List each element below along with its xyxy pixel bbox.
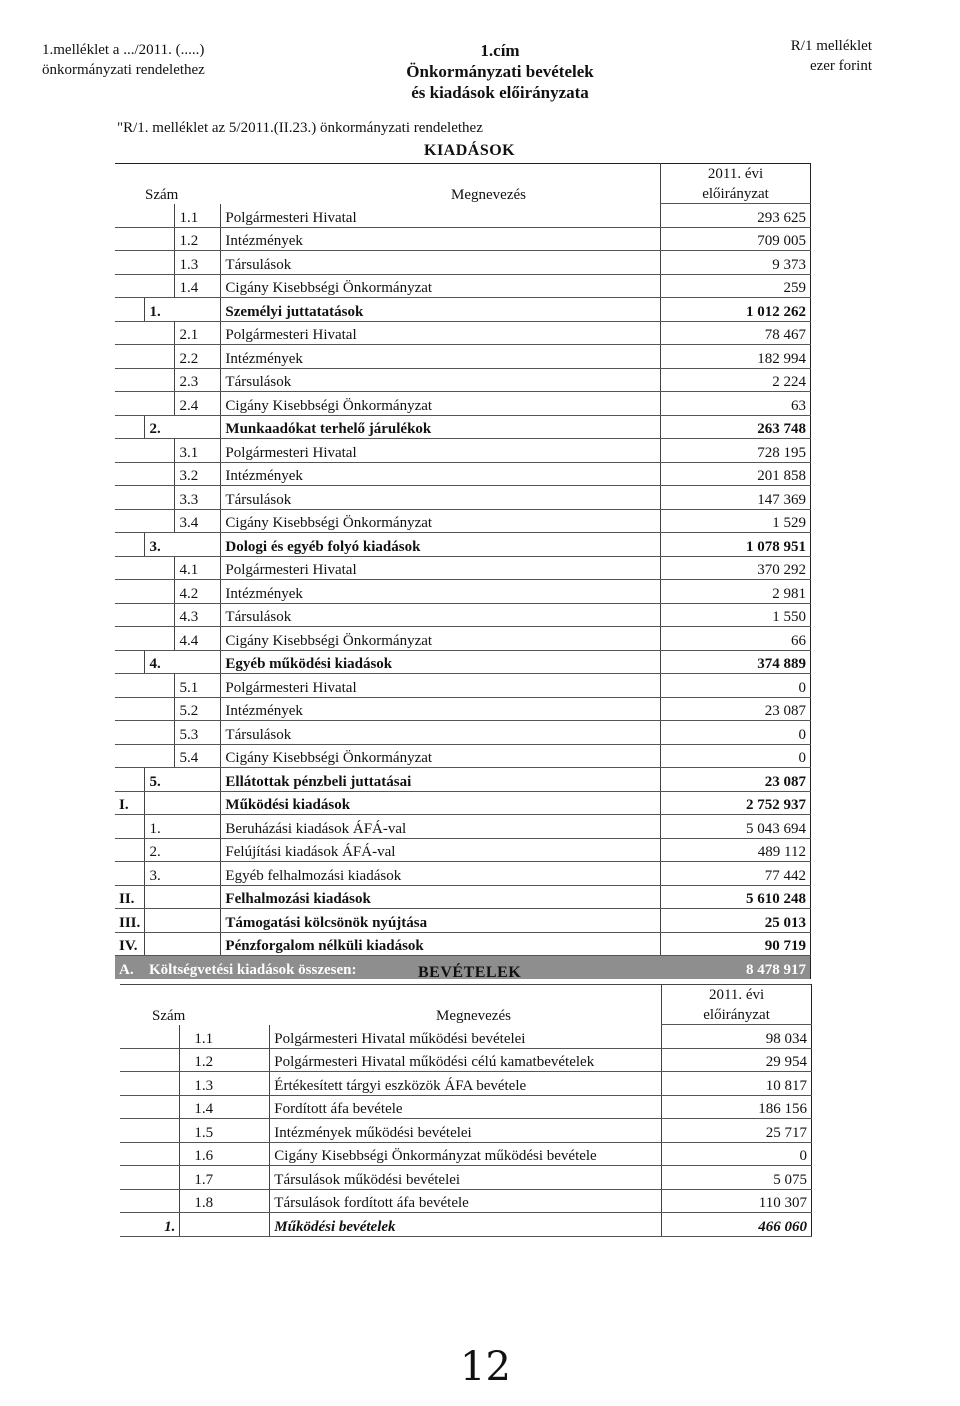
expense-row — [115, 650, 811, 674]
row-name: Működési kiadások — [221, 791, 661, 815]
expense-row — [115, 227, 811, 251]
row-item-code: 3.1 — [175, 439, 221, 463]
row-name: Társulások — [221, 721, 661, 745]
row-section-code — [145, 509, 175, 533]
row-name: Beruházási kiadások ÁFÁ-val — [221, 815, 661, 839]
row-section-code — [145, 462, 175, 486]
expense-row — [115, 415, 811, 439]
row-roman-code — [115, 580, 145, 604]
row-section-code: 2. — [145, 838, 175, 862]
row-roman-code — [115, 838, 145, 862]
rev-col-header-szam: Szám — [152, 1007, 186, 1024]
row-section-code: 2. — [145, 415, 175, 439]
row-section-code — [145, 227, 175, 251]
row-section-code — [120, 1166, 180, 1190]
revenue-row — [120, 1166, 812, 1190]
row-item-code: 2.3 — [175, 368, 221, 392]
row-section-code — [145, 321, 175, 345]
row-item-code: 1.1 — [175, 204, 221, 228]
row-roman-code — [115, 744, 145, 768]
row-value: 5 075 — [662, 1166, 812, 1190]
row-item-code: 1.5 — [180, 1119, 270, 1143]
row-item-code: 4.4 — [175, 627, 221, 651]
reference-line: "R/1. melléklet az 5/2011.(II.23.) önkormányzati rendelethez — [117, 120, 483, 136]
annex-label: 1.melléklet a .../2011. (.....) — [42, 42, 205, 58]
row-item-code: 3.3 — [175, 486, 221, 510]
row-name: Személyi juttatatások — [221, 298, 661, 322]
row-section-code — [145, 697, 175, 721]
row-value: 1 550 — [661, 603, 811, 627]
row-roman-code — [115, 697, 145, 721]
row-name: Társulások — [221, 368, 661, 392]
row-section-code — [145, 392, 175, 416]
title-line-1: 1.cím — [480, 41, 520, 60]
row-value: 0 — [662, 1142, 812, 1166]
expense-row — [115, 791, 811, 815]
expense-row — [115, 392, 811, 416]
expense-row — [115, 932, 811, 956]
row-section-code — [145, 932, 175, 956]
row-item-code: 2.4 — [175, 392, 221, 416]
currency-unit: ezer forint — [809, 58, 872, 74]
expense-row — [115, 697, 811, 721]
row-item-code: 1.4 — [175, 274, 221, 298]
row-item-code: 3.2 — [175, 462, 221, 486]
col-header-year: 2011. évi — [661, 164, 811, 184]
document-header-left — [42, 40, 205, 80]
row-section-code — [145, 345, 175, 369]
annex-regulation: önkormányzati rendelethez — [42, 62, 205, 78]
row-roman-code — [115, 227, 145, 251]
row-value: 0 — [661, 674, 811, 698]
row-item-code: 4.1 — [175, 556, 221, 580]
row-item-code: 1.6 — [180, 1142, 270, 1166]
revenue-row — [120, 1025, 812, 1049]
expense-row — [115, 603, 811, 627]
row-section-code — [145, 580, 175, 604]
row-name: Egyéb felhalmozási kiadások — [221, 862, 661, 886]
row-value: 0 — [661, 721, 811, 745]
row-value: 182 994 — [661, 345, 811, 369]
expense-row — [115, 204, 811, 228]
expense-row — [115, 251, 811, 275]
expense-row — [115, 627, 811, 651]
row-section-code: 3. — [145, 862, 175, 886]
row-item-code: 5.2 — [175, 697, 221, 721]
row-value: 98 034 — [662, 1025, 812, 1049]
row-name: Cigány Kisebbségi Önkormányzat — [221, 627, 661, 651]
row-name: Felújítási kiadások ÁFÁ-val — [221, 838, 661, 862]
row-name: Polgármesteri Hivatal — [221, 321, 661, 345]
row-roman-code: I. — [115, 791, 145, 815]
row-section-code — [145, 627, 175, 651]
row-value: 29 954 — [662, 1048, 812, 1072]
expense-row — [115, 486, 811, 510]
row-name: Cigány Kisebbségi Önkormányzat — [221, 509, 661, 533]
row-roman-code — [115, 509, 145, 533]
row-roman-code: IV. — [115, 932, 145, 956]
row-name: Társulások — [221, 251, 661, 275]
row-item-code: 1.2 — [180, 1048, 270, 1072]
row-section-code — [120, 1025, 180, 1049]
row-value: 728 195 — [661, 439, 811, 463]
row-roman-code — [115, 368, 145, 392]
row-item-code: 2.2 — [175, 345, 221, 369]
row-value: 2 981 — [661, 580, 811, 604]
row-item-code — [175, 838, 221, 862]
row-section-code — [145, 439, 175, 463]
row-value: 5 043 694 — [661, 815, 811, 839]
row-section-code — [120, 1189, 180, 1213]
row-value: 1 012 262 — [661, 298, 811, 322]
row-name: Működési bevételek — [270, 1213, 662, 1237]
row-item-code: 1.8 — [180, 1189, 270, 1213]
row-value: 147 369 — [661, 486, 811, 510]
row-value: 709 005 — [661, 227, 811, 251]
expense-row — [115, 368, 811, 392]
expense-row — [115, 580, 811, 604]
rev-col-header-eloiranyzat: előirányzat — [662, 1004, 812, 1025]
expense-row — [115, 862, 811, 886]
row-item-code — [175, 909, 221, 933]
row-value: 77 442 — [661, 862, 811, 886]
row-name: Munkaadókat terhelő járulékok — [221, 415, 661, 439]
expense-row — [115, 321, 811, 345]
row-item-code — [175, 768, 221, 792]
row-section-code — [145, 791, 175, 815]
row-value: 1 078 951 — [661, 533, 811, 557]
row-section-code — [120, 1072, 180, 1096]
row-item-code: 3.4 — [175, 509, 221, 533]
row-section-code: 1. — [145, 815, 175, 839]
row-item-code — [175, 298, 221, 322]
col-header-eloiranyzat: előirányzat — [661, 183, 811, 204]
row-item-code: 1.2 — [175, 227, 221, 251]
row-item-code — [175, 932, 221, 956]
expense-row — [115, 768, 811, 792]
row-value: 10 817 — [662, 1072, 812, 1096]
row-roman-code — [115, 486, 145, 510]
row-name: Polgármesteri Hivatal — [221, 204, 661, 228]
row-value: 489 112 — [661, 838, 811, 862]
page-number-handwritten: 12 — [460, 1344, 511, 1390]
expense-row — [115, 674, 811, 698]
row-roman-code — [115, 721, 145, 745]
row-roman-code — [115, 392, 145, 416]
row-section-code — [145, 909, 175, 933]
row-name: Intézmények — [221, 227, 661, 251]
title-line-2: Önkormányzati bevételek — [406, 62, 594, 81]
row-name: Cigány Kisebbségi Önkormányzat — [221, 274, 661, 298]
row-item-code — [175, 533, 221, 557]
row-roman-code — [115, 627, 145, 651]
row-name: Intézmények — [221, 697, 661, 721]
row-value: 259 — [661, 274, 811, 298]
row-value: 2 752 937 — [661, 791, 811, 815]
row-section-code — [120, 1142, 180, 1166]
row-name: Értékesített tárgyi eszközök ÁFA bevétele — [270, 1072, 662, 1096]
expense-row — [115, 509, 811, 533]
row-item-code — [175, 415, 221, 439]
title-line-3: és kiadások előirányzata — [411, 83, 589, 102]
row-name: Polgármesteri Hivatal — [221, 556, 661, 580]
row-roman-code: II. — [115, 885, 145, 909]
total-label: Költségvetési kiadások összesen: — [145, 956, 661, 979]
expense-row — [115, 462, 811, 486]
expense-row — [115, 909, 811, 933]
row-roman-code — [115, 603, 145, 627]
row-roman-code — [115, 321, 145, 345]
row-name: Cigány Kisebbségi Önkormányzat — [221, 744, 661, 768]
row-value: 263 748 — [661, 415, 811, 439]
row-roman-code — [115, 556, 145, 580]
row-name: Társulások működési bevételei — [270, 1166, 662, 1190]
row-section-code: 5. — [145, 768, 175, 792]
expense-row — [115, 345, 811, 369]
row-value: 370 292 — [661, 556, 811, 580]
row-value: 5 610 248 — [661, 885, 811, 909]
revenue-row — [120, 1119, 812, 1143]
expense-row — [115, 744, 811, 768]
rev-col-header-year: 2011. évi — [662, 985, 812, 1005]
row-name: Polgármesteri Hivatal működési bevételei — [270, 1025, 662, 1049]
row-roman-code — [115, 862, 145, 886]
row-section-code — [145, 674, 175, 698]
document-title — [400, 40, 600, 103]
expense-row — [115, 721, 811, 745]
expense-row — [115, 815, 811, 839]
expense-row — [115, 439, 811, 463]
row-value: 23 087 — [661, 697, 811, 721]
row-item-code — [175, 815, 221, 839]
row-section-code: 3. — [145, 533, 175, 557]
row-section-code — [145, 486, 175, 510]
row-section-code — [145, 744, 175, 768]
row-item-code — [175, 791, 221, 815]
row-value: 63 — [661, 392, 811, 416]
row-section-code — [145, 885, 175, 909]
row-name: Pénzforgalom nélküli kiadások — [221, 932, 661, 956]
row-name: Társulások — [221, 486, 661, 510]
row-value: 466 060 — [662, 1213, 812, 1237]
row-name: Polgármesteri Hivatal — [221, 439, 661, 463]
row-item-code: 4.2 — [175, 580, 221, 604]
row-item-code: 4.3 — [175, 603, 221, 627]
col-header-megnevezes: Megnevezés — [451, 186, 526, 203]
row-name: Támogatási kölcsönök nyújtása — [221, 909, 661, 933]
row-name: Társulások — [221, 603, 661, 627]
row-section-code — [120, 1095, 180, 1119]
row-section-code — [120, 1048, 180, 1072]
row-item-code: 1.1 — [180, 1025, 270, 1049]
expense-row — [115, 885, 811, 909]
row-name: Ellátottak pénzbeli juttatásai — [221, 768, 661, 792]
row-item-code — [175, 862, 221, 886]
row-roman-code — [115, 815, 145, 839]
row-value: 110 307 — [662, 1189, 812, 1213]
expenses-table — [115, 163, 811, 979]
row-item-code — [180, 1213, 270, 1237]
row-item-code: 5.4 — [175, 744, 221, 768]
document-header-right — [791, 36, 872, 76]
expense-row — [115, 556, 811, 580]
expense-row — [115, 838, 811, 862]
revenues-table — [120, 984, 812, 1237]
row-roman-code — [115, 345, 145, 369]
row-name: Intézmények — [221, 345, 661, 369]
row-name: Egyéb működési kiadások — [221, 650, 661, 674]
revenue-row — [120, 1142, 812, 1166]
row-item-code: 1.4 — [180, 1095, 270, 1119]
row-name: Felhalmozási kiadások — [221, 885, 661, 909]
row-name: Társulások fordított áfa bevétele — [270, 1189, 662, 1213]
expense-row — [115, 274, 811, 298]
row-value: 2 224 — [661, 368, 811, 392]
row-section-code — [145, 603, 175, 627]
row-name: Intézmények működési bevételei — [270, 1119, 662, 1143]
row-value: 0 — [661, 744, 811, 768]
row-roman-code — [115, 674, 145, 698]
row-roman-code: III. — [115, 909, 145, 933]
expenses-title: KIADÁSOK — [424, 142, 516, 159]
revenue-row — [120, 1095, 812, 1119]
row-name: Polgármesteri Hivatal — [221, 674, 661, 698]
row-name: Polgármesteri Hivatal működési célú kamatbevételek — [270, 1048, 662, 1072]
row-roman-code — [115, 415, 145, 439]
row-value: 90 719 — [661, 932, 811, 956]
row-name: Intézmények — [221, 580, 661, 604]
row-value: 23 087 — [661, 768, 811, 792]
row-roman-code — [115, 204, 145, 228]
row-roman-code — [115, 274, 145, 298]
row-value: 66 — [661, 627, 811, 651]
col-header-szam: Szám — [145, 186, 179, 203]
row-item-code: 1.7 — [180, 1166, 270, 1190]
row-section-code — [145, 368, 175, 392]
row-roman-code — [115, 298, 145, 322]
row-section-code — [145, 251, 175, 275]
row-item-code: 5.1 — [175, 674, 221, 698]
row-value: 201 858 — [661, 462, 811, 486]
row-roman-code — [115, 462, 145, 486]
row-section-code — [145, 721, 175, 745]
row-item-code — [175, 650, 221, 674]
row-value: 9 373 — [661, 251, 811, 275]
expense-row — [115, 533, 811, 557]
row-value: 186 156 — [662, 1095, 812, 1119]
row-item-code: 2.1 — [175, 321, 221, 345]
row-value: 374 889 — [661, 650, 811, 674]
row-roman-code — [115, 439, 145, 463]
row-section-code: 1. — [145, 298, 175, 322]
row-name: Cigány Kisebbségi Önkormányzat — [221, 392, 661, 416]
row-section-code: 4. — [145, 650, 175, 674]
total-value: 8 478 917 — [661, 956, 811, 979]
row-item-code — [175, 885, 221, 909]
row-item-code: 5.3 — [175, 721, 221, 745]
row-name: Intézmények — [221, 462, 661, 486]
row-roman-code — [115, 533, 145, 557]
row-section-code — [120, 1119, 180, 1143]
row-value: 293 625 — [661, 204, 811, 228]
row-value: 78 467 — [661, 321, 811, 345]
total-code: A. — [115, 956, 145, 979]
row-name: Cigány Kisebbségi Önkormányzat működési bevétele — [270, 1142, 662, 1166]
revenue-row — [120, 1213, 812, 1237]
row-name: Fordított áfa bevétele — [270, 1095, 662, 1119]
row-roman-code — [115, 251, 145, 275]
revenue-row — [120, 1072, 812, 1096]
row-roman-code — [115, 650, 145, 674]
row-item-code: 1.3 — [180, 1072, 270, 1096]
row-value: 1 529 — [661, 509, 811, 533]
revenues-title: BEVÉTELEK — [418, 964, 522, 981]
annex-code: R/1 melléklet — [790, 38, 872, 54]
row-name: Dologi és egyéb folyó kiadások — [221, 533, 661, 557]
row-section-code — [145, 204, 175, 228]
row-value: 25 717 — [662, 1119, 812, 1143]
revenue-row — [120, 1189, 812, 1213]
row-section-code — [145, 274, 175, 298]
revenue-row — [120, 1048, 812, 1072]
row-roman-code — [115, 768, 145, 792]
row-section-code — [145, 556, 175, 580]
rev-col-header-megnevezes: Megnevezés — [435, 1007, 511, 1024]
row-section-code: 1. — [120, 1213, 180, 1237]
expense-row — [115, 298, 811, 322]
row-value: 25 013 — [661, 909, 811, 933]
row-item-code: 1.3 — [175, 251, 221, 275]
